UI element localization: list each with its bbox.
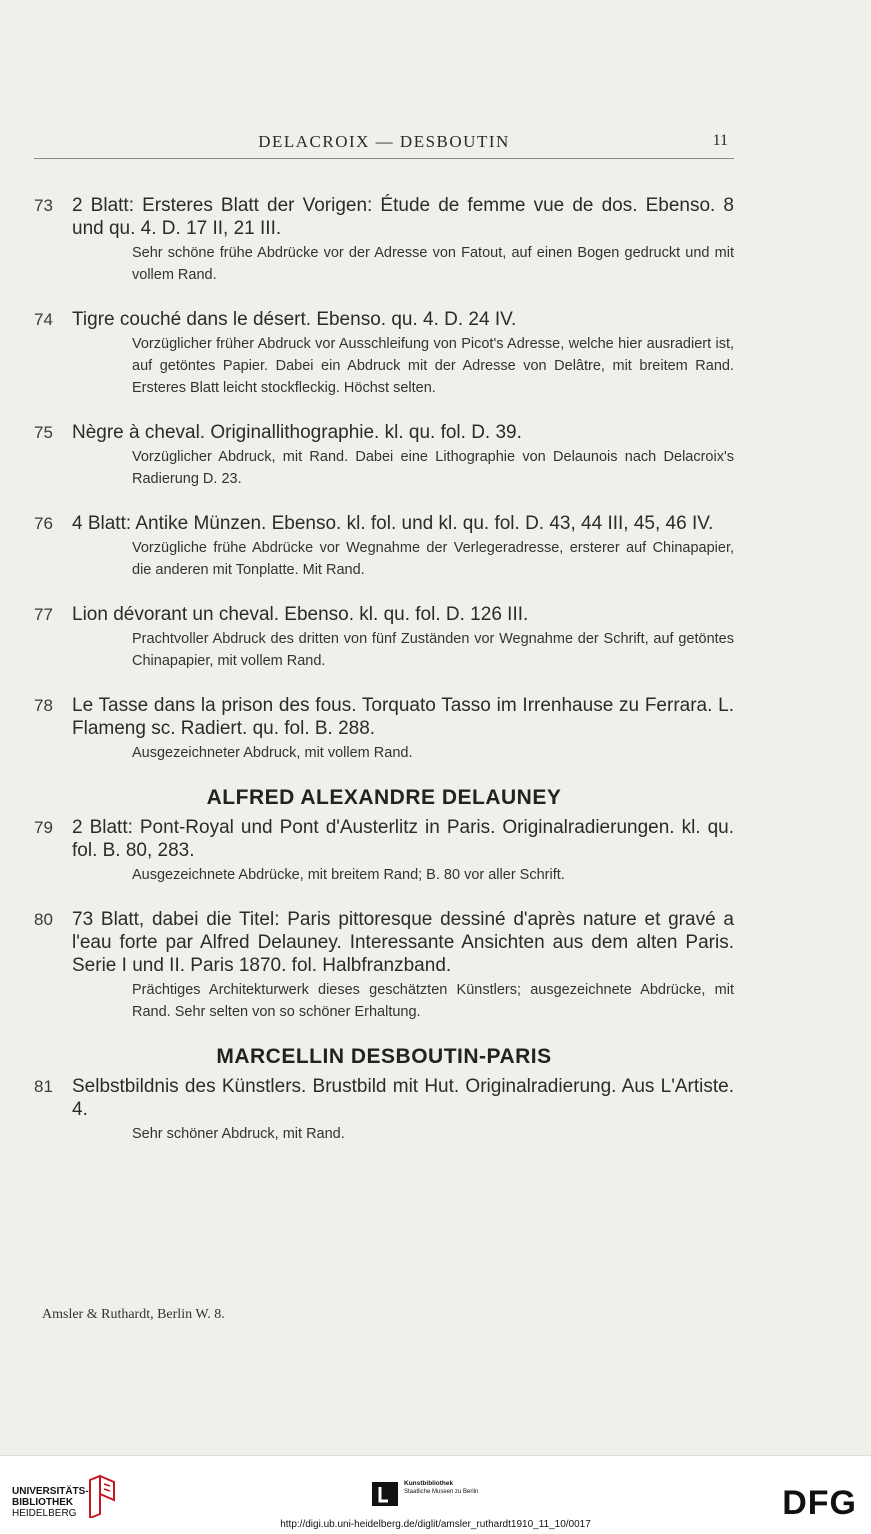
- header-title: DELACROIX — DESBOUTIN: [258, 132, 510, 151]
- entry-condition-note: Vorzüglicher Abdruck, mit Rand. Dabei eine Lithographie von Delaunois nach Delacroix's Radierung D. 23.: [132, 449, 734, 487]
- ub-heidelberg-logo-icon: [86, 1474, 120, 1518]
- entry-condition-note: Ausgezeichneter Abdruck, mit vollem Rand.: [132, 745, 413, 761]
- catalog-entry: [34, 308, 734, 399]
- catalog-entry: [34, 512, 734, 581]
- entries-delacroix: [34, 194, 734, 764]
- entry-condition-note: Prächtiges Architekturwerk dieses geschätzten Künstlers; ausgezeichnete Abdrücke, mit Rand. Sehr selten von so schöner Erhaltung.: [132, 982, 734, 1020]
- dfg-logo: DFG: [782, 1484, 857, 1522]
- entry-condition-note: Vorzüglicher früher Abdruck vor Ausschleifung von Picot's Adresse, welche hier ausradiert ist, auf getöntes Papier. Dabei ein Abdruck mit der Adresse von Delâtre, mit breitem Rand. Ersteres Blatt leicht stockfleckig. Höchst selten.: [132, 336, 734, 396]
- catalog-entry: [34, 603, 734, 672]
- entry-number: 79: [34, 818, 53, 837]
- ub-line2: BIBLIOTHEK: [12, 1497, 74, 1508]
- entry-description: 2 Blatt: Ersteres Blatt der Vorigen: Étude de femme vue de dos. Ebenso. 8 und qu. 4. D. 17 II, 21 III.: [72, 195, 734, 239]
- entry-condition-note: Vorzügliche frühe Abdrücke vor Wegnahme der Verlegeradresse, ersterer auf Chinapapier, die anderen mit Tonplatte. Mit Rand.: [132, 540, 734, 578]
- entry-description: 2 Blatt: Pont-Royal und Pont d'Austerlitz in Paris. Originalradierungen. kl. qu. fol. B. 80, 283.: [72, 817, 734, 861]
- entry-number: 74: [34, 310, 53, 329]
- entry-number: 75: [34, 423, 53, 442]
- entry-description: Le Tasse dans la prison des fous. Torquato Tasso im Irrenhause zu Ferrara. L. Flameng sc. Radiert. qu. fol. B. 288.: [72, 695, 734, 739]
- entry-description: Lion dévorant un cheval. Ebenso. kl. qu. fol. D. 126 III.: [72, 604, 529, 625]
- entries-delauney: [34, 816, 734, 1023]
- entry-condition-note: Prachtvoller Abdruck des dritten von fünf Zuständen vor Wegnahme der Schrift, auf getöntes Chinapapier, mit vollem Rand.: [132, 631, 734, 669]
- kb-line1: Kunstbibliothek: [404, 1480, 454, 1487]
- ub-heidelberg-text: [12, 1486, 89, 1519]
- entry-condition-note: Ausgezeichnete Abdrücke, mit breitem Rand; B. 80 vor aller Schrift.: [132, 867, 565, 883]
- entry-condition-note: Sehr schöner Abdruck, mit Rand.: [132, 1126, 345, 1142]
- catalog-entry: [34, 908, 734, 1023]
- catalog-entry: [34, 1075, 734, 1145]
- kunstbibliothek-text: [404, 1480, 478, 1496]
- catalog-entry: [34, 194, 734, 286]
- entry-condition-note: Sehr schöne frühe Abdrücke vor der Adresse von Fatout, auf einen Bogen gedruckt und mit vollem Rand.: [132, 245, 734, 283]
- catalog-entry: [34, 694, 734, 764]
- entry-description: Tigre couché dans le désert. Ebenso. qu. 4. D. 24 IV.: [72, 309, 517, 330]
- entry-number: 78: [34, 696, 53, 715]
- entry-number: 81: [34, 1077, 53, 1096]
- entry-number: 80: [34, 910, 53, 929]
- entry-description: 73 Blatt, dabei die Titel: Paris pittoresque dessiné d'après nature et gravé a l'eau forte par Alfred Delauney. Interessante Ansichten aus dem alten Paris. Serie I und II. Paris 1870. fol. Halbfranzband.: [72, 909, 734, 976]
- ub-line3: HEIDELBERG: [12, 1508, 77, 1519]
- section-heading-desboutin: MARCELLIN DESBOUTIN-PARIS: [216, 1045, 552, 1068]
- kunstbibliothek-logo-icon: [372, 1482, 398, 1506]
- entry-description: Selbstbildnis des Künstlers. Brustbild mit Hut. Originalradierung. Aus L'Artiste. 4.: [72, 1076, 734, 1120]
- permalink-url[interactable]: http://digi.ub.uni-heidelberg.de/diglit/amsler_ruthardt1910_11_10/0017: [280, 1519, 591, 1530]
- running-header: [34, 132, 734, 159]
- publisher-imprint: Amsler & Ruthardt, Berlin W. 8.: [42, 1307, 225, 1322]
- catalog-entry: [34, 816, 734, 886]
- catalog-content: [34, 194, 734, 1167]
- entry-number: 73: [34, 196, 53, 215]
- ub-line1: UNIVERSITÄTS-: [12, 1486, 89, 1497]
- entry-number: 77: [34, 605, 53, 624]
- entry-number: 76: [34, 514, 53, 533]
- kb-line2: Staatliche Museen zu Berlin: [404, 1489, 479, 1495]
- entry-description: Nègre à cheval. Originallithographie. kl. qu. fol. D. 39.: [72, 422, 522, 443]
- section-heading-delauney: ALFRED ALEXANDRE DELAUNEY: [206, 786, 562, 809]
- entry-description: 4 Blatt: Antike Münzen. Ebenso. kl. fol. und kl. qu. fol. D. 43, 44 III, 45, 46 IV.: [72, 513, 714, 534]
- catalog-entry: [34, 421, 734, 490]
- page-number: 11: [712, 132, 728, 149]
- entries-desboutin: [34, 1075, 734, 1145]
